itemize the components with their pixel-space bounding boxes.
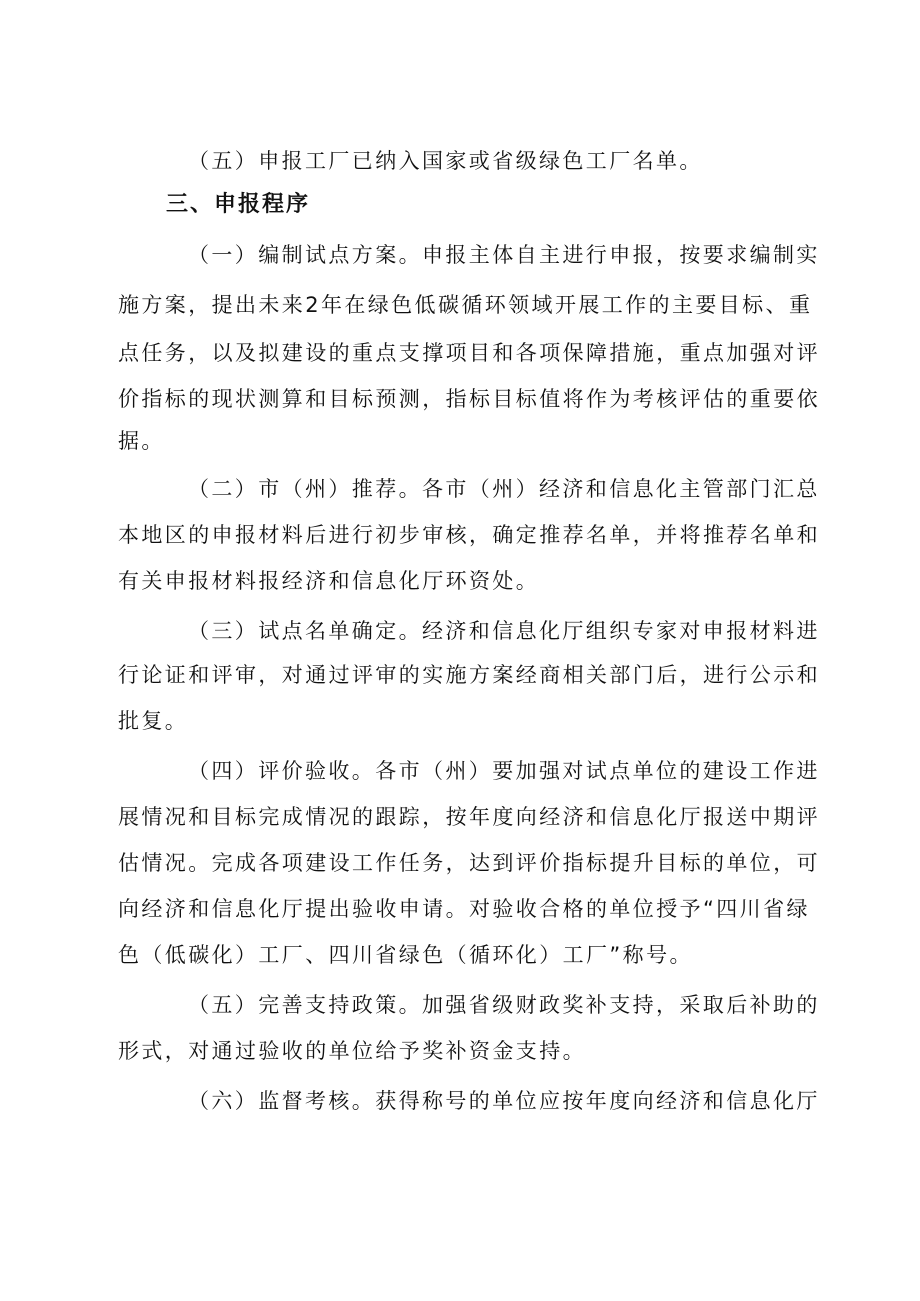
paragraph-line: 价指标的现状测算和目标预测，指标目标值将作为考核评估的重要依	[118, 387, 820, 411]
paragraph-line: 色（低碳化）工厂、四川省绿色（循环化）工厂”称号。	[118, 943, 693, 967]
paragraph-line: （一）编制试点方案。申报主体自主进行申报，按要求编制实	[188, 243, 820, 267]
paragraph-line: （四）评价验收。各市（州）要加强对试点单位的建设工作进	[188, 759, 820, 783]
paragraph-line: 展情况和目标完成情况的跟踪，按年度向经济和信息化厅报送中期评	[118, 805, 820, 829]
paragraph-line: （二）市（州）推荐。各市（州）经济和信息化主管部门汇总	[188, 477, 820, 501]
paragraph-line: 向经济和信息化厅提出验收申请。对验收合格的单位授予“四川省绿	[118, 897, 810, 921]
paragraph-line: （六）监督考核。获得称号的单位应按年度向经济和信息化厅	[188, 1089, 820, 1113]
paragraph-line: 有关申报材料报经济和信息化厅环资处。	[118, 569, 540, 593]
paragraph-line: 本地区的申报材料后进行初步审核，确定推荐名单，并将推荐名单和	[118, 523, 820, 547]
paragraph-line: 行论证和评审，对通过评审的实施方案经商相关部门后，进行公示和	[118, 663, 820, 687]
paragraph-line: （五）完善支持政策。加强省级财政奖补支持，采取后补助的	[188, 993, 820, 1017]
paragraph-line: 据。	[118, 429, 165, 453]
paragraph-line: 批复。	[118, 709, 189, 733]
paragraph-line: 估情况。完成各项建设工作任务，达到评价指标提升目标的单位，可	[118, 851, 820, 875]
paragraph-line: 形式，对通过验收的单位给予奖补资金支持。	[118, 1039, 586, 1063]
section-heading: 三、申报程序	[166, 192, 311, 217]
paragraph-line: 施方案，提出未来2年在绿色低碳循环领域开展工作的主要目标、重	[118, 293, 813, 317]
paragraph-line: 点任务，以及拟建设的重点支撑项目和各项保障措施，重点加强对评	[118, 341, 820, 365]
paragraph-line: （五）申报工厂已纳入国家或省级绿色工厂名单。	[188, 149, 703, 173]
paragraph-line: （三）试点名单确定。经济和信息化厅组织专家对申报材料进	[188, 619, 820, 643]
